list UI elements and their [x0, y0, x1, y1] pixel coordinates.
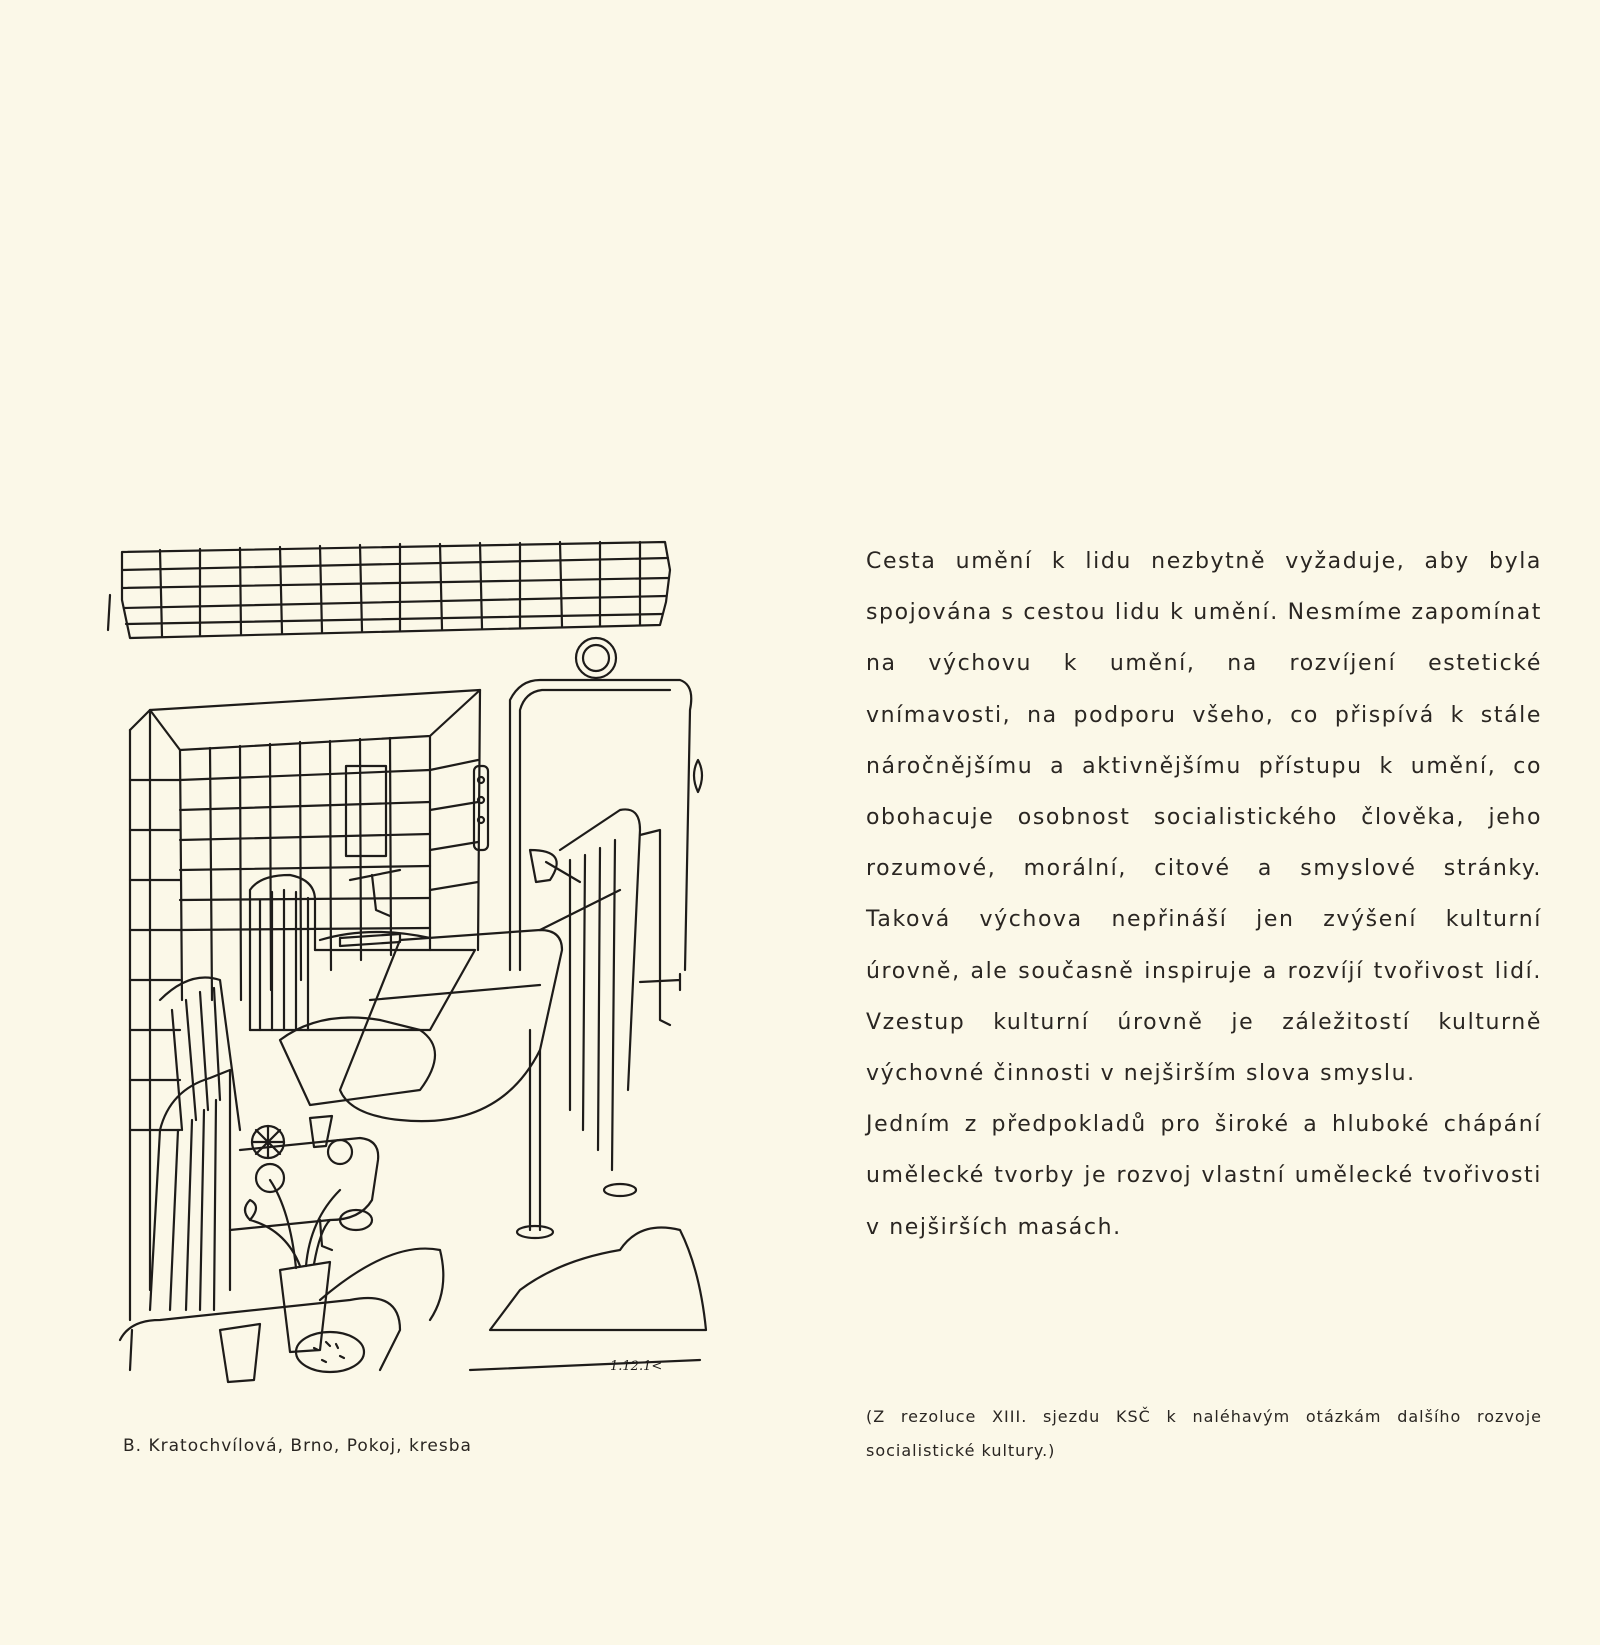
drawing-caption: B. Kratochvílová, Brno, Pokoj, kresba — [123, 1436, 472, 1456]
faucet — [350, 870, 400, 916]
door — [510, 680, 691, 970]
room-sketch-illustration — [100, 530, 740, 1430]
door-hook — [694, 760, 702, 792]
lemon-slice — [328, 1140, 352, 1164]
room-drawing — [100, 530, 740, 1430]
switch-panel — [474, 766, 488, 850]
left-headboard — [150, 978, 240, 1311]
ceiling-light-grid — [108, 542, 670, 638]
water-glass — [220, 1324, 260, 1382]
tiled-wall — [130, 690, 480, 1320]
flower — [256, 1164, 284, 1192]
floor-objects — [120, 1228, 706, 1373]
quote-source: (Z rezoluce XIII. sjezdu KSČ k naléhavým otázkám dalšího rozvoje socialistické kultury.) — [866, 1407, 1542, 1460]
artist-signature: 1.12.1< — [610, 1359, 663, 1374]
quote-paragraph-1: Cesta umění k lidu nezbytně vyžaduje, aby byla spojována s cestou lidu k umění. Nesmíme zapomínat na výchovu k umění, na rozvíjení estetické vnímavosti, na podporu všeho, co přispívá k stále náročnějšímu a aktivnějšímu přístupu k umění, co obohacuje osobnost socialistického člověka, jeho rozumové, morální, citové a smyslové stránky. Taková výchova nepřináší jen zvýšení kulturní úrovně, ale současně inspiruje a rozvíjí tvořivost lidí. Vzestup kulturní úrovně je záležitostí kulturně výchovné činnosti v nejširším slova smyslu. — [866, 549, 1542, 1087]
quote-paragraph-2: Jedním z předpokladů pro široké a hluboké chápání umělecké tvorby je rozvoj vlastní umělecké tvořivosti v nejširších masách. — [866, 1112, 1542, 1240]
front-bed — [280, 809, 670, 1238]
mirror — [346, 766, 386, 856]
resolution-quote — [866, 536, 1542, 1253]
